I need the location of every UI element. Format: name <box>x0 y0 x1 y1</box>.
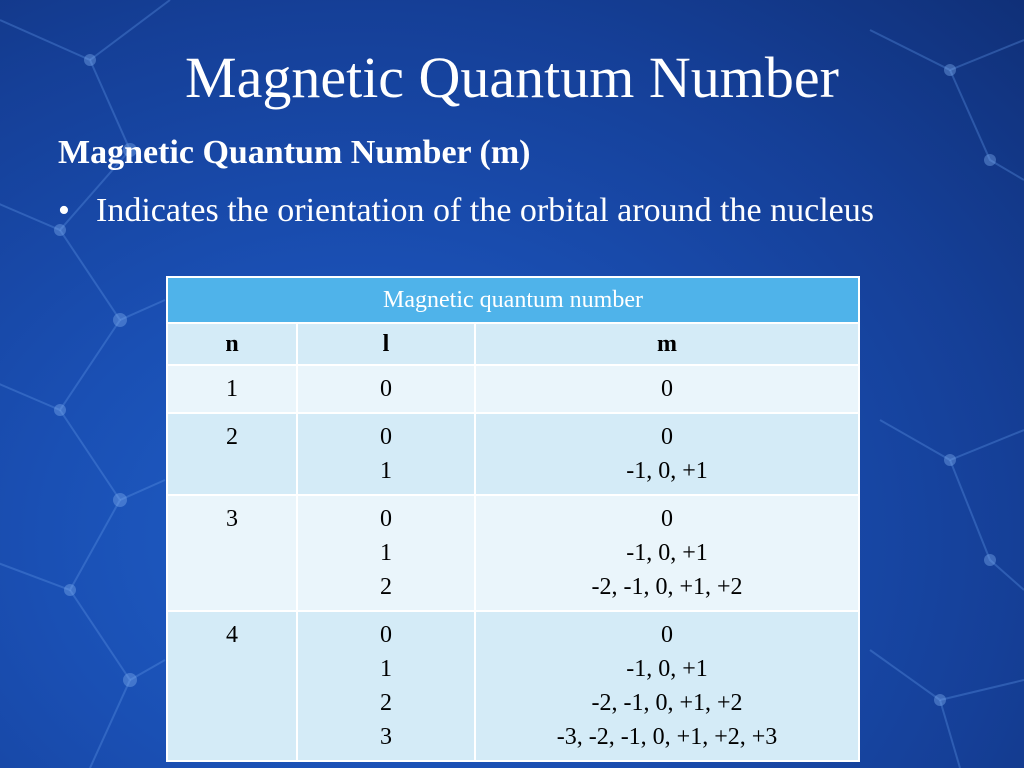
subheading: Magnetic Quantum Number (m) <box>58 134 531 171</box>
cell-value: 0 <box>380 506 392 532</box>
bullet-item <box>58 188 918 234</box>
cell-value: -1, 0, +1 <box>626 540 708 566</box>
cell-value: 3 <box>226 506 238 532</box>
cell-value: -3, -2, -1, 0, +1, +2, +3 <box>556 724 778 750</box>
cell-value: 2 <box>226 424 238 450</box>
column-header-m: m <box>475 323 859 365</box>
cell-n <box>167 611 297 761</box>
column-header-n: n <box>167 323 297 365</box>
cell-value: 4 <box>226 622 238 648</box>
cell-value: 1 <box>380 458 392 484</box>
bullet-icon: • <box>58 192 70 229</box>
cell-m <box>475 413 859 495</box>
cell-value: 0 <box>661 506 673 532</box>
cell-value: -2, -1, 0, +1, +2 <box>591 690 743 716</box>
cell-m <box>475 611 859 761</box>
cell-value: 0 <box>661 376 673 402</box>
cell-value: 2 <box>380 690 392 716</box>
cell-value: -1, 0, +1 <box>626 458 708 484</box>
table-caption: Magnetic quantum number <box>167 277 859 323</box>
slide-title: Magnetic Quantum Number <box>185 45 839 110</box>
cell-l <box>297 413 475 495</box>
cell-value: -2, -1, 0, +1, +2 <box>591 574 743 600</box>
table-row <box>167 365 859 413</box>
quantum-number-table <box>166 276 860 762</box>
cell-value: 1 <box>226 376 238 402</box>
table-row <box>167 495 859 611</box>
cell-value: 3 <box>380 724 392 750</box>
cell-value: 0 <box>661 424 673 450</box>
cell-n <box>167 365 297 413</box>
cell-m <box>475 365 859 413</box>
cell-value: -1, 0, +1 <box>626 656 708 682</box>
cell-value: 0 <box>380 424 392 450</box>
cell-l <box>297 495 475 611</box>
cell-m <box>475 495 859 611</box>
column-header-l: l <box>297 323 475 365</box>
cell-value: 2 <box>380 574 392 600</box>
cell-value: 0 <box>661 622 673 648</box>
cell-value: 1 <box>380 656 392 682</box>
cell-l <box>297 611 475 761</box>
cell-value: 0 <box>380 376 392 402</box>
table-row <box>167 413 859 495</box>
bullet-text: Indicates the orientation of the orbital around the nucleus <box>96 192 874 229</box>
cell-n <box>167 495 297 611</box>
cell-l <box>297 365 475 413</box>
cell-value: 0 <box>380 622 392 648</box>
cell-value: 1 <box>380 540 392 566</box>
cell-n <box>167 413 297 495</box>
table-row <box>167 611 859 761</box>
